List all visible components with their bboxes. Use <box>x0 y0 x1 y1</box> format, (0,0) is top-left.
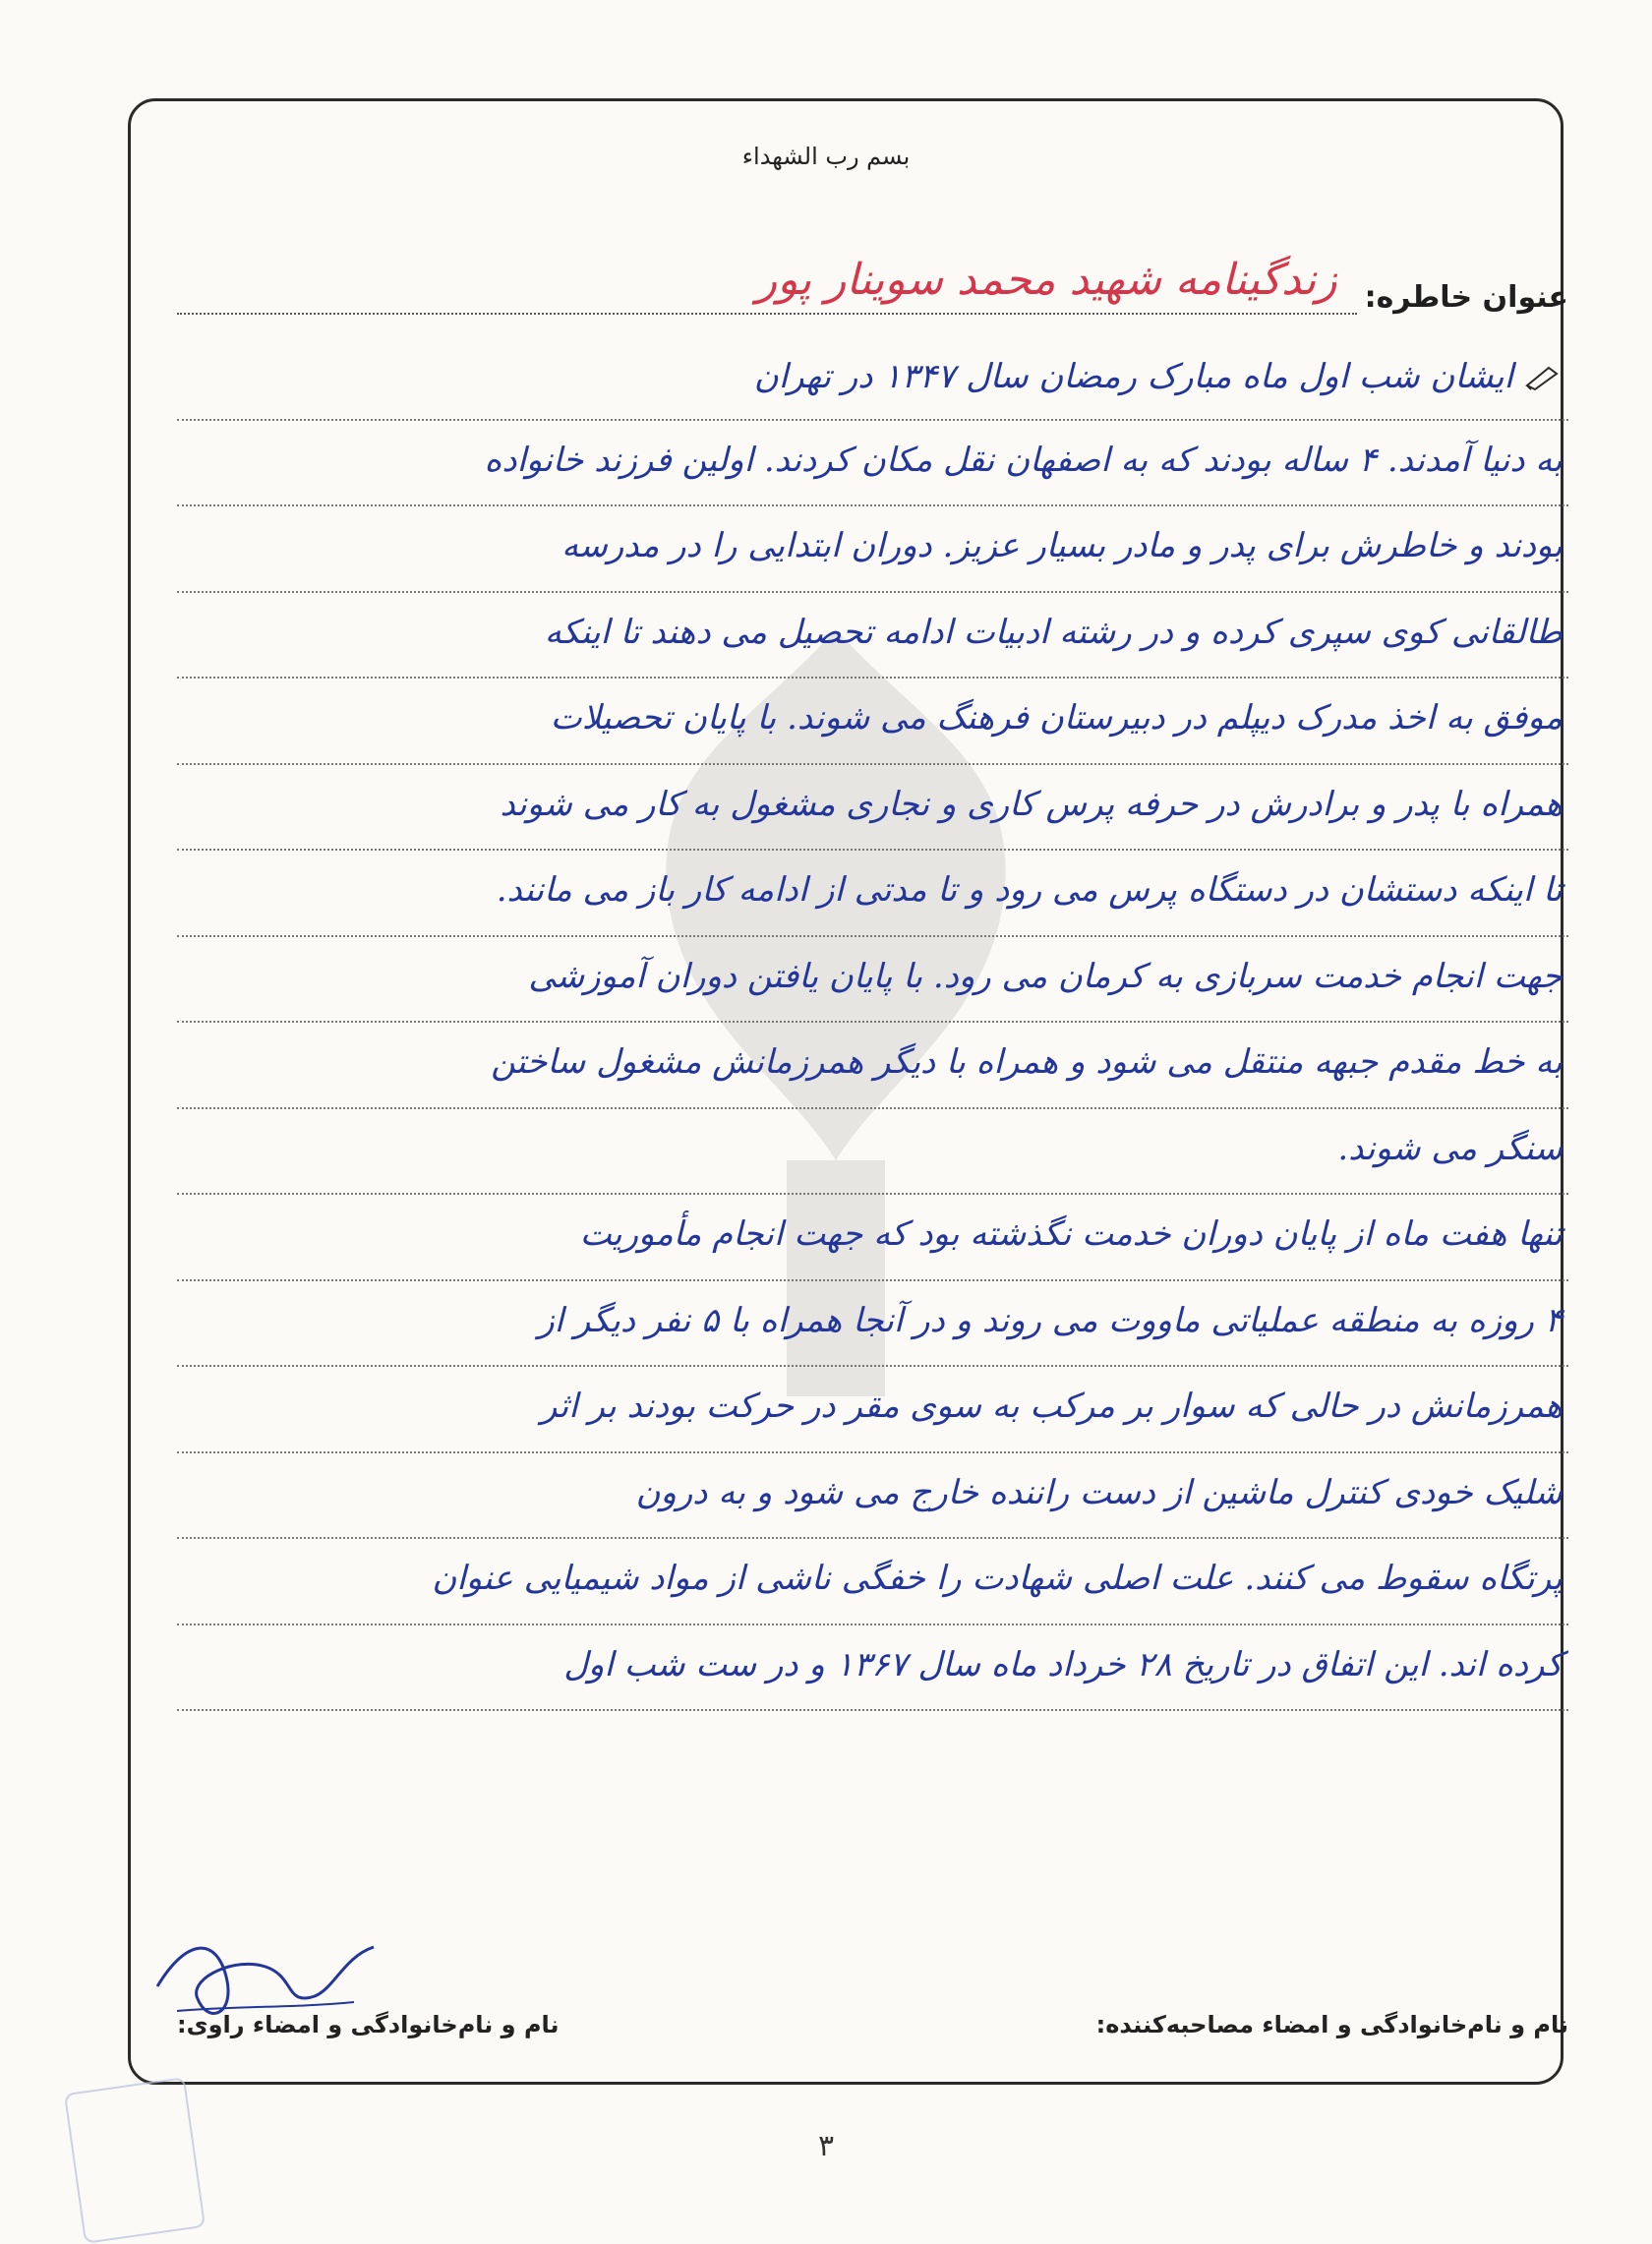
memoir-line: تنها هفت ماه از پایان دوران خدمت نگذشته بود که جهت انجام مأموریت <box>177 1195 1568 1281</box>
memoir-line <box>177 334 1568 421</box>
memoir-line: به خط مقدم جبهه منتقل می شود و همراه با دیگر همرزمانش مشغول ساختن <box>177 1023 1568 1109</box>
memoir-line: جهت انجام خدمت سربازی به کرمان می رود. با پایان یافتن دوران آموزشی <box>177 937 1568 1024</box>
memoir-line: سنگر می شوند. <box>177 1109 1568 1196</box>
title-value: زندگینامه شهید محمد سوینار پور <box>177 248 1357 315</box>
page-number: ۳ <box>817 2129 835 2163</box>
memoir-line: به دنیا آمدند. ۴ ساله بودند که به اصفهان نقل مکان کردند. اولین فرزند خانواده <box>177 421 1568 507</box>
memoir-body <box>177 334 1568 1711</box>
form-footer <box>177 2011 1568 2038</box>
memoir-line: پرتگاه سقوط می کنند. علت اصلی شهادت را خفگی ناشی از مواد شیمیایی عنوان <box>177 1539 1568 1625</box>
form-header: بسم رب الشهداء <box>741 143 911 170</box>
pen-icon <box>1523 362 1563 391</box>
memoir-line: همراه با پدر و برادرش در حرفه پرس کاری و نجاری مشغول به کار می شوند <box>177 765 1568 852</box>
memoir-line-text: ایشان شب اول ماه مبارک رمضان سال ۱۳۴۷ در تهران <box>753 356 1513 396</box>
narrator-signature-label: نام و نام‌خانوادگی و امضاء راوی: <box>177 2011 560 2038</box>
memoir-line: تا اینکه دستشان در دستگاه پرس می رود و تا مدتی از ادامه کار باز می مانند. <box>177 851 1568 937</box>
memoir-line: شلیک خودی کنترل ماشین از دست راننده خارج می شود و به درون <box>177 1453 1568 1540</box>
memoir-line: طالقانی کوی سپری کرده و در رشته ادبیات ادامه تحصیل می دهند تا اینکه <box>177 593 1568 679</box>
memoir-line: ۴ روزه به منطقه عملیاتی ماووت می روند و در آنجا همراه با ۵ نفر دیگر از <box>177 1281 1568 1368</box>
memoir-line: بودند و خاطرش برای پدر و مادر بسیار عزیز. دوران ابتدایی را در مدرسه <box>177 506 1568 593</box>
memoir-line: موفق به اخذ مدرک دیپلم در دبیرستان فرهنگ می شوند. با پایان تحصیلات <box>177 679 1568 765</box>
memoir-line: کرده اند. این اتفاق در تاریخ ۲۸ خرداد ماه سال ۱۳۶۷ و در ست شب اول <box>177 1625 1568 1712</box>
memoir-line: همرزمانش در حالی که سوار بر مرکب به سوی مقر در حرکت بودند بر اثر <box>177 1367 1568 1453</box>
title-row <box>177 246 1568 315</box>
title-label: عنوان خاطره: <box>1364 280 1568 315</box>
interviewer-signature-label: نام و نام‌خانوادگی و امضاء مصاحبه‌کننده: <box>1095 2011 1568 2038</box>
